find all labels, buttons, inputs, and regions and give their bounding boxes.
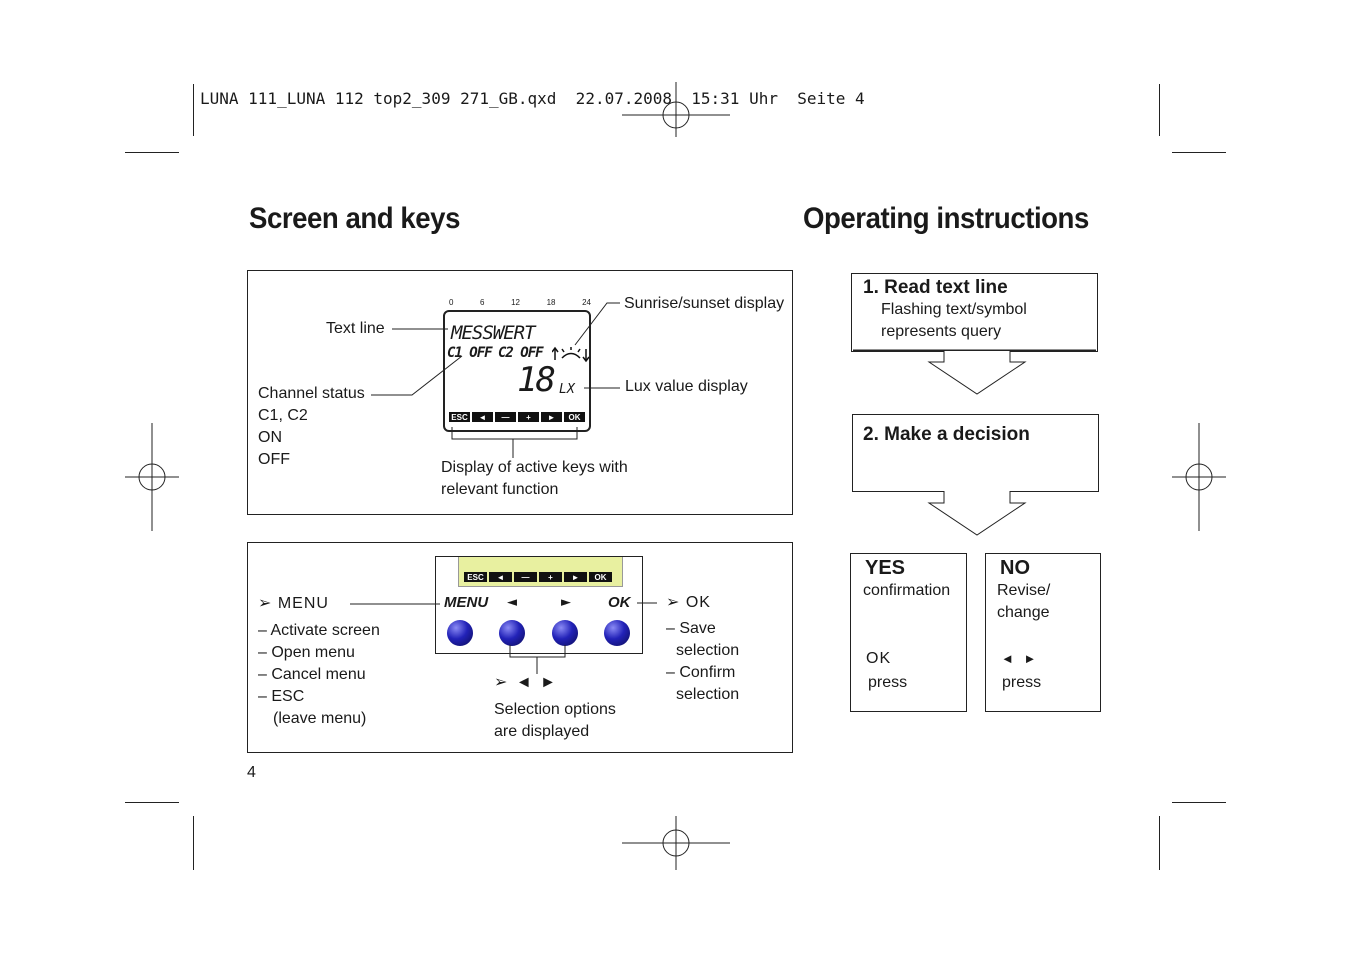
page-number: 4 xyxy=(247,764,256,781)
device-menu-label: MENU xyxy=(444,594,489,611)
key-esc-indicator: ESC xyxy=(449,412,470,422)
step-2-box xyxy=(863,424,1030,446)
device-key-right: ► xyxy=(564,572,587,582)
channel-status-line-2: C1, C2 xyxy=(258,407,308,424)
no-key: ◄ ► xyxy=(1001,651,1037,666)
lcd-lux-unit: LX xyxy=(559,382,575,397)
no-box xyxy=(997,557,1050,694)
menu-function-5: (leave menu) xyxy=(273,710,367,727)
lcd-text-line: MESSWERT xyxy=(451,322,535,344)
lcd-lux-value: 18 xyxy=(517,360,554,400)
menu-function-3: – Cancel menu xyxy=(258,666,366,683)
step-1-title: Read text line xyxy=(884,277,1008,298)
ok-key-heading: ➢ OK xyxy=(666,594,711,611)
key-ok-indicator: OK xyxy=(564,412,585,422)
timescale-12: 12 xyxy=(511,298,520,307)
yes-text: confirmation xyxy=(863,582,951,599)
menu-key-heading: ➢ MENU xyxy=(258,595,329,612)
active-keys-line-2: relevant function xyxy=(441,481,559,498)
text-line-label: Text line xyxy=(326,320,385,337)
section-title-screen-and-keys: Screen and keys xyxy=(249,202,460,235)
step-1-text-2: represents query xyxy=(881,323,1002,340)
device-key-plus: + xyxy=(539,572,562,582)
ok-function-2: selection xyxy=(676,642,740,659)
step-1-text-1: Flashing text/symbol xyxy=(881,301,1027,318)
no-text-1: Revise/ xyxy=(997,582,1051,599)
yes-box xyxy=(863,557,950,694)
active-keys-line-1: Display of active keys with xyxy=(441,459,628,476)
section-title-operating-instructions: Operating instructions xyxy=(803,202,1089,235)
sunrise-sunset-label: Sunrise/sunset display xyxy=(624,295,785,312)
yes-title: YES xyxy=(865,557,906,579)
step-1-number: 1. xyxy=(863,277,879,298)
no-action: press xyxy=(1002,674,1042,691)
print-slug: LUNA 111_LUNA 112 top2_309 271_GB.qxd 22.07.2008 15:31 Uhr Seite 4 xyxy=(200,89,865,108)
menu-function-1: – Activate screen xyxy=(258,622,380,639)
timescale-0: 0 xyxy=(449,298,454,307)
selection-text-line-1: Selection options xyxy=(494,701,616,718)
lux-value-label: Lux value display xyxy=(625,378,748,395)
ok-function-3: – Confirm xyxy=(666,664,736,681)
key-left-indicator: ◄ xyxy=(472,412,493,422)
device-left-label: ◄ xyxy=(507,595,517,610)
timescale-6: 6 xyxy=(480,298,485,307)
ok-function-1: – Save xyxy=(666,620,716,637)
ok-function-4: selection xyxy=(676,686,740,703)
key-minus-indicator: — xyxy=(495,412,516,422)
selection-text-line-2: are displayed xyxy=(494,723,590,740)
step-1-box xyxy=(863,277,1027,343)
step-2-number: 2. xyxy=(863,424,879,445)
channel-status-line-1: Channel status xyxy=(258,385,365,402)
timescale-24: 24 xyxy=(582,298,591,307)
yes-action: press xyxy=(868,674,908,691)
step-2-title: Make a decision xyxy=(884,424,1030,445)
device-key-ok: OK xyxy=(589,572,612,582)
device-key-left: ◄ xyxy=(489,572,512,582)
lcd-channel-2: C2 OFF xyxy=(498,345,543,361)
device-ok-label: OK xyxy=(608,594,631,611)
menu-function-2: – Open menu xyxy=(258,644,355,661)
no-title: NO xyxy=(1000,557,1030,579)
key-right-indicator: ► xyxy=(541,412,562,422)
channel-status-line-4: OFF xyxy=(258,451,290,468)
menu-function-4: – ESC xyxy=(258,688,305,705)
selection-keys-heading: ➢ ◄ ► xyxy=(494,674,556,691)
no-text-2: change xyxy=(997,604,1050,621)
yes-key: OK xyxy=(866,650,892,667)
timescale-18: 18 xyxy=(546,298,556,307)
channel-status-line-3: ON xyxy=(258,429,282,446)
lcd-channel-1: C1 OFF xyxy=(447,345,492,361)
key-plus-indicator: + xyxy=(518,412,539,422)
device-key-minus: — xyxy=(514,572,537,582)
device-key-esc: ESC xyxy=(464,572,487,582)
device-right-label: ► xyxy=(561,595,571,610)
